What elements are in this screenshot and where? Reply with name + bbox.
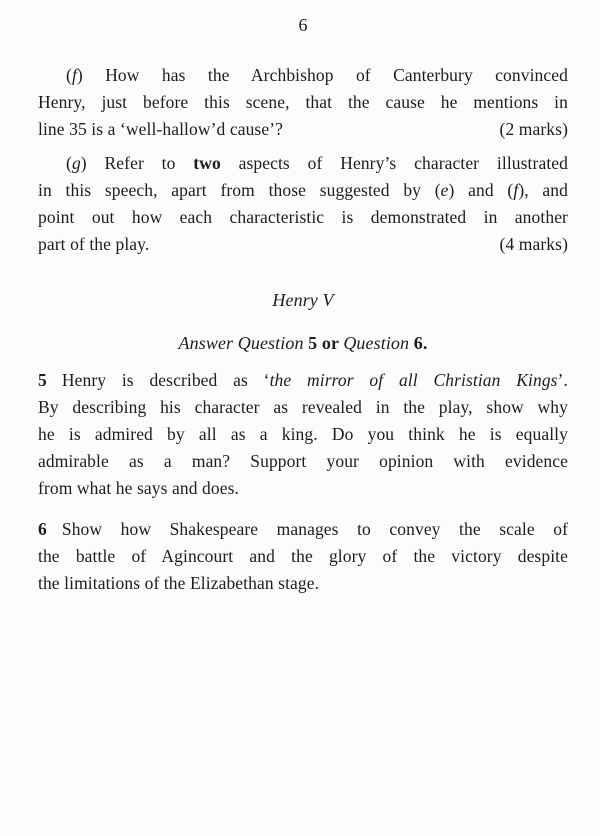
text-segment: f	[513, 180, 519, 200]
text-segment: two	[193, 153, 221, 173]
page-number: 6	[298, 15, 308, 35]
text-line	[38, 516, 568, 543]
text-segment: point out how each characteristic is demonstrated in another	[38, 207, 568, 227]
text-line	[38, 543, 568, 570]
text-segment: Show how Shakespeare manages to convey the scale of	[61, 519, 568, 539]
text-line	[38, 394, 568, 421]
text-line	[38, 330, 568, 357]
page-body	[38, 62, 568, 597]
question-5	[38, 367, 568, 502]
text-segment: Henry, just before this scene, that the cause he mentions in	[38, 92, 568, 112]
text-segment: g	[71, 153, 81, 173]
text-segment: 6	[38, 519, 47, 539]
text-line	[38, 448, 568, 475]
text-segment: the limitations of the Elizabethan stage.	[38, 573, 320, 593]
marks-label: (2 marks)	[499, 119, 568, 139]
text-segment: the battle of Agincourt and the glory of the victory despite	[38, 546, 568, 566]
text-segment: Question	[343, 333, 414, 353]
text-line	[38, 116, 568, 143]
text-line	[38, 367, 568, 394]
text-line	[38, 177, 568, 204]
text-line	[38, 89, 568, 116]
text-segment: ), and	[518, 180, 568, 200]
text-segment: ) How has the Archbishop of Canterbury convinced	[76, 65, 568, 85]
text-segment: Henry V	[272, 290, 334, 310]
text-segment: (	[66, 65, 72, 85]
text-segment: ’.	[557, 370, 568, 390]
text-line	[38, 150, 568, 177]
text-segment: 5	[38, 370, 47, 390]
text-segment: e	[440, 180, 449, 200]
text-line	[38, 204, 568, 231]
text-segment: admirable as a man? Support your opinion with evidence	[38, 451, 568, 471]
text-segment: the mirror of all Christian Kings	[269, 370, 558, 390]
text-segment: from what he says and does.	[38, 478, 239, 498]
text-segment: ) and (	[448, 180, 514, 200]
heading-henry-v	[38, 287, 568, 314]
text-segment: part of the play.	[38, 234, 150, 254]
text-segment: he is admired by all as a king. Do you think he is equally	[38, 424, 568, 444]
text-segment: Answer Question	[178, 333, 309, 353]
text-line	[38, 62, 568, 89]
text-segment: 5 or	[308, 333, 344, 353]
marks-label: (4 marks)	[499, 234, 568, 254]
text-line	[38, 231, 568, 258]
text-segment: f	[71, 65, 77, 85]
text-line	[38, 287, 568, 314]
text-line	[38, 475, 568, 502]
text-segment: Henry is described as ‘	[61, 370, 270, 390]
question-6	[38, 516, 568, 597]
instruction-line	[38, 330, 568, 357]
text-segment: By describing his character as revealed in the play, show why	[38, 397, 568, 417]
text-segment: line 35 is a ‘well-hallow’d cause’?	[38, 119, 284, 139]
text-segment: 6.	[413, 333, 428, 353]
text-segment: in this speech, apart from those suggested by (	[38, 180, 441, 200]
text-segment: (	[66, 153, 72, 173]
text-line	[38, 421, 568, 448]
question-f	[38, 62, 568, 143]
text-segment: ) Refer to	[80, 153, 194, 173]
text-segment: aspects of Henry’s character illustrated	[220, 153, 568, 173]
question-g	[38, 150, 568, 258]
text-line	[38, 570, 568, 597]
